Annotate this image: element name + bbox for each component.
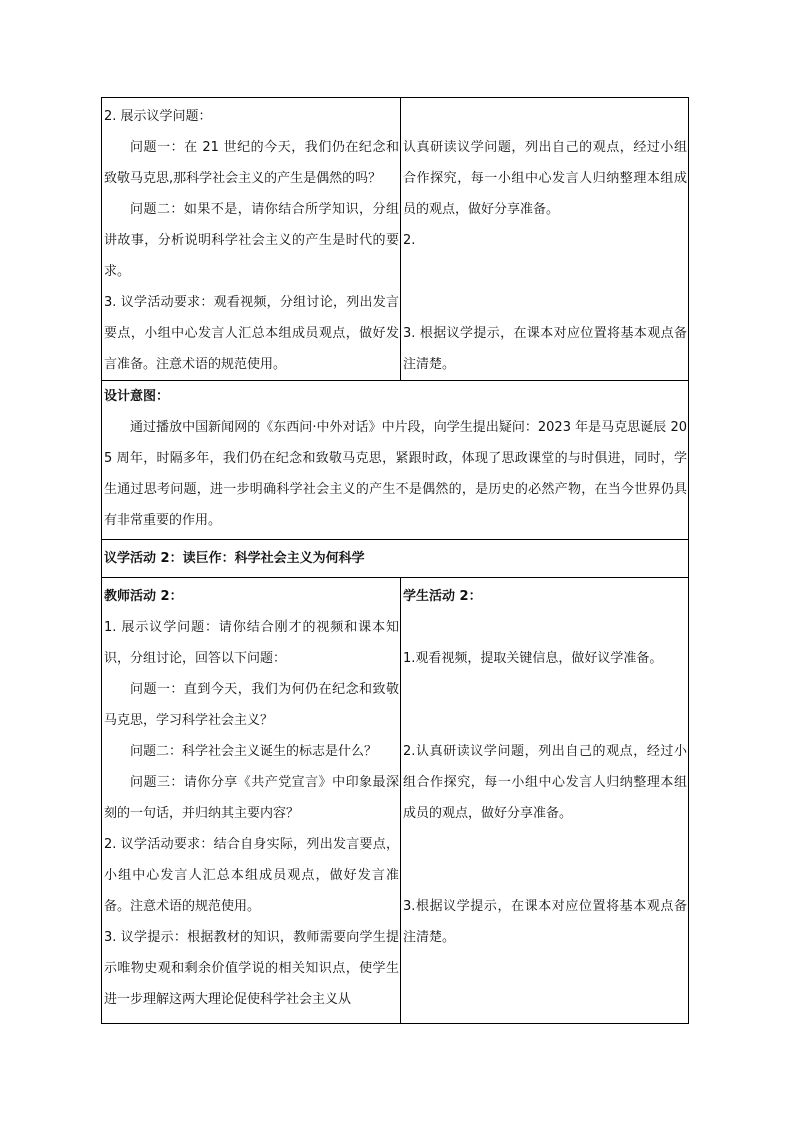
table-row-design-intent	[102, 381, 689, 540]
teacher-item-3-text: 3. 议学提示：根据教材的知识，教师需要向学生提示唯物史观和剩余价值学说的相关知识点，使学生进一步理解这两大理论促使科学社会主义从	[104, 930, 399, 1007]
student-activity-cell-1	[401, 98, 689, 381]
show-questions-heading: 2. 展示议学问题：	[104, 109, 212, 124]
question-two-text: 问题二：如果不是，请你结合所学知识，分组讲故事，分析说明科学社会主义的产生是时代的要求。	[104, 202, 399, 279]
teacher-activity-cell-2	[102, 578, 401, 1024]
student-item-2-text: 2.	[403, 233, 416, 248]
student-activity-item-1: 1.观看视频，提取关键信息，做好议学准备。	[403, 651, 663, 666]
table-row-discussion-1	[102, 98, 689, 381]
teacher-question-one: 问题一：直到今天，我们为何仍在纪念和致敬马克思，学习科学社会主义？	[104, 682, 399, 728]
question-one-text: 问题一：在 21 世纪的今天，我们仍在纪念和致敬马克思,那科学社会主义的产生是偶然的吗？	[104, 140, 399, 186]
teacher-activity-heading: 教师活动 2：	[104, 589, 183, 604]
activity-title-cell	[102, 540, 689, 578]
student-activity-cell-2	[401, 578, 689, 1024]
teacher-question-two: 问题二：科学社会主义诞生的标志是什么？	[130, 744, 378, 759]
teacher-item-2-text: 2. 议学活动要求：结合自身实际，列出发言要点，小组中心发言人汇总本组成员观点，做好发言准备。注意术语的规范使用。	[104, 837, 399, 914]
teacher-question-three: 问题三：请你分享《共产党宣言》中印象最深刻的一句话，并归纳其主要内容？	[104, 775, 399, 821]
design-intent-heading: 设计意图：	[104, 389, 170, 404]
student-item-1-text: 认真研读议学问题，列出自己的观点，经过小组合作探究，每一小组中心发言人归纳整理本组成员的观点，做好分享准备。	[403, 140, 687, 217]
student-activity-heading: 学生活动 2：	[403, 589, 482, 604]
table-row-activity-title	[102, 540, 689, 578]
teacher-activity-cell-1	[102, 98, 401, 381]
activity-2-title: 议学活动 2：读巨作：科学社会主义为何科学	[104, 551, 365, 566]
design-intent-body: 通过播放中国新闻网的《东西问·中外对话》中片段，向学生提出疑问：2023 年是马克思诞辰 205 周年，时隔多年，我们仍在纪念和致敬马克思，紧跟时政，体现了思政课堂的与时俱进，同时，学生通过思考问题，进一步明确科学社会主义的产生不是偶然的，是历史的必然产物，在当今世界仍具有非常重要的作用。	[104, 420, 687, 528]
teacher-item-1-text: 1. 展示议学问题：请你结合刚才的视频和课本知识，分组讨论，回答以下问题：	[104, 620, 399, 666]
activity-requirements-text: 3. 议学活动要求：观看视频，分组讨论，列出发言要点，小组中心发言人汇总本组成员观点，做好发言准备。注意术语的规范使用。	[104, 295, 399, 372]
student-activity-item-3: 3.根据议学提示，在课本对应位置将基本观点备注清楚。	[403, 899, 687, 945]
design-intent-cell	[102, 381, 689, 540]
student-activity-item-2: 2.认真研读议学问题，列出自己的观点，经过小组合作探究，每一小组中心发言人归纳整理本组成员的观点，做好分享准备。	[403, 744, 687, 821]
student-item-3-text: 3. 根据议学提示，在课本对应位置将基本观点备注清楚。	[403, 326, 687, 372]
table-row-activity-2	[102, 578, 689, 1024]
lesson-plan-table	[101, 97, 689, 1024]
